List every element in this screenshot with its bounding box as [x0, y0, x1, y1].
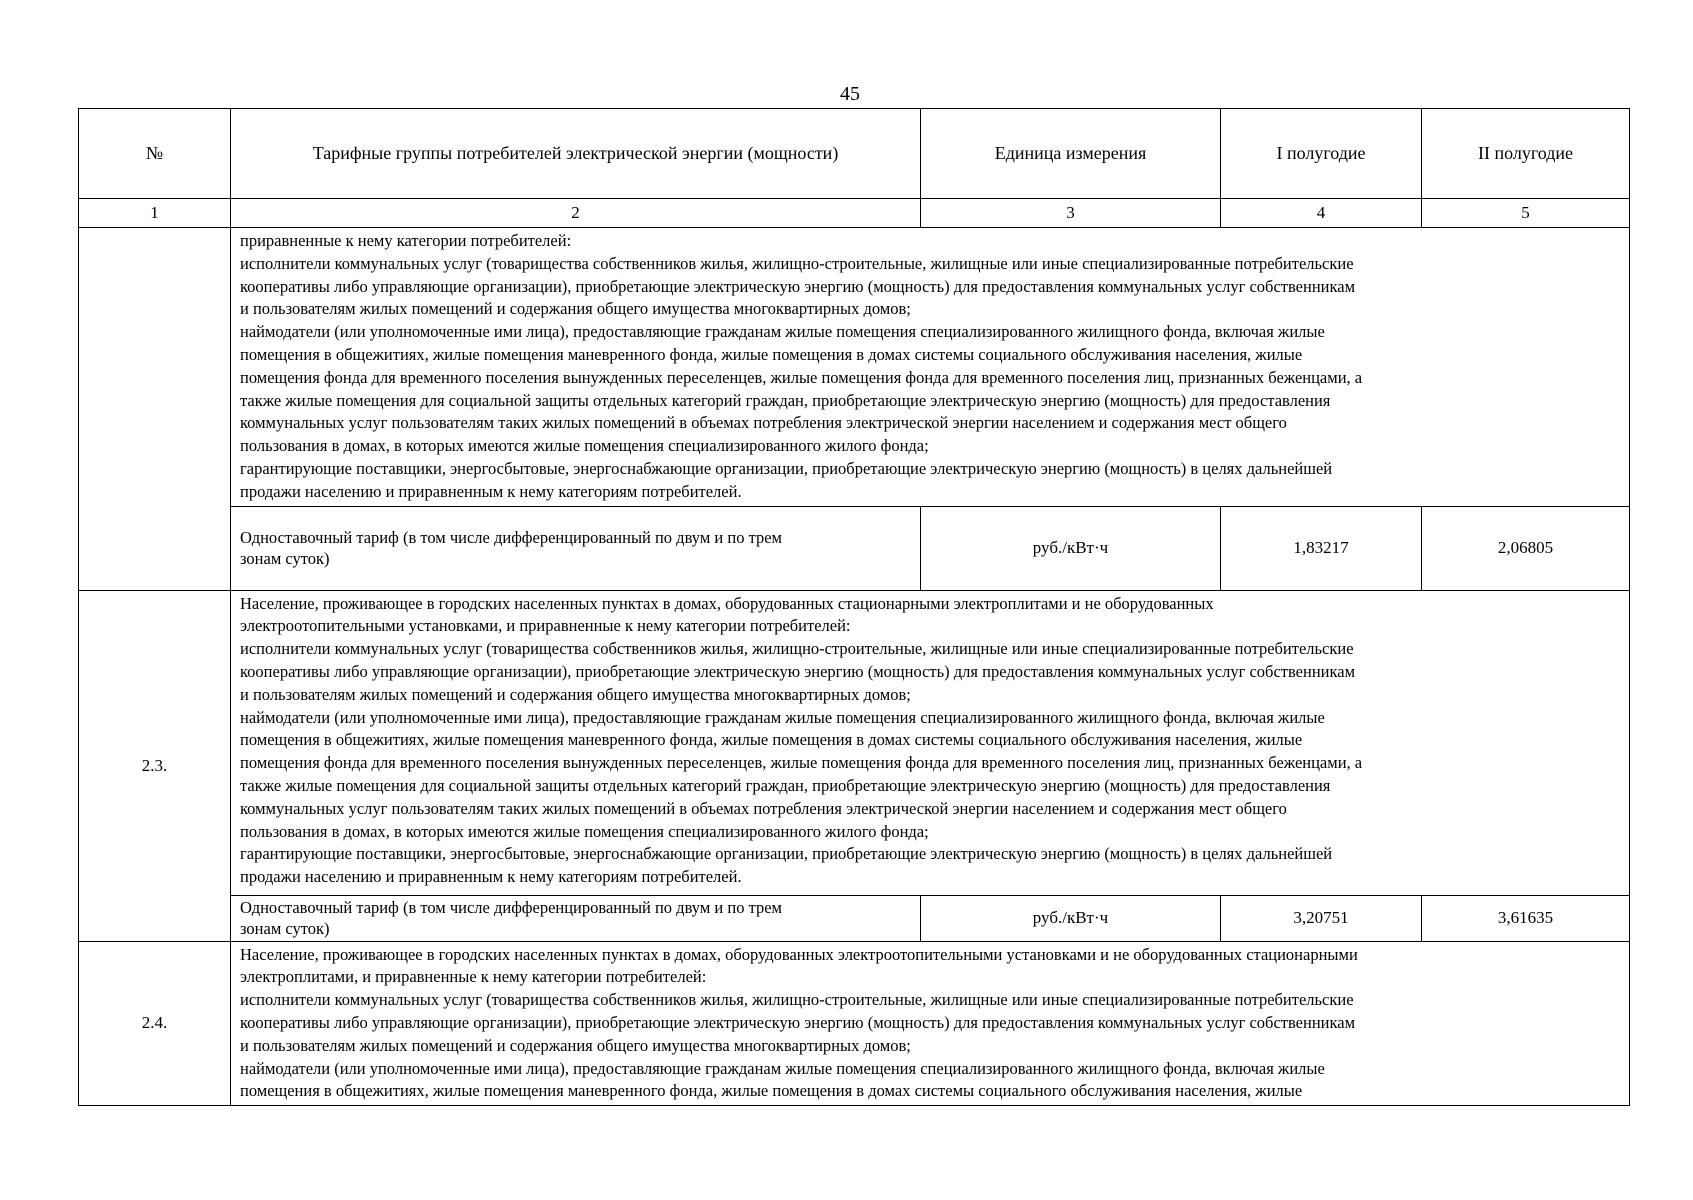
- description-line: электроотопительными установками, и приравненные к нему категории потребителей:: [240, 616, 851, 636]
- row-2-4-description: [231, 941, 1630, 1106]
- tariff-name-line: Одноставочный тариф (в том числе дифференцированный по двум и по трем: [240, 528, 782, 548]
- header-row: [79, 109, 1630, 199]
- description-line: помещения в общежитиях, жилые помещения маневренного фонда, жилые помещения в домах системы социального обслуживания населения, жилые: [240, 344, 1303, 364]
- column-number-1: 1: [79, 199, 231, 228]
- tariff-second-half: 2,06805: [1422, 506, 1630, 590]
- tariff-second-half: 3,61635: [1422, 895, 1630, 941]
- description-line: продажи населению и приравненным к нему категориям потребителей.: [240, 867, 742, 887]
- description-line: и пользователям жилых помещений и содержания общего имущества многоквартирных домов;: [240, 684, 911, 704]
- description-line: наймодатели (или уполномоченные ими лица), предоставляющие гражданам жилые помещения специализированного жилищного фонда, включая жилые: [240, 322, 1325, 342]
- table-row: [79, 590, 1630, 895]
- description-line: пользования в домах, в которых имеются жилые помещения специализированного жилого фонда;: [240, 821, 929, 841]
- description-line: электроплитами, и приравненные к нему категории потребителей:: [240, 967, 707, 987]
- header-number: №: [79, 109, 231, 199]
- description-line: пользования в домах, в которых имеются жилые помещения специализированного жилого фонда;: [240, 436, 929, 456]
- tariff-name-line: зонам суток): [240, 549, 330, 569]
- table-row: [79, 941, 1630, 1106]
- column-numbers-row: [79, 199, 1630, 228]
- tariff-row: [79, 506, 1630, 590]
- description-line: наймодатели (или уполномоченные ими лица), предоставляющие гражданам жилые помещения специализированного жилищного фонда, включая жилые: [240, 1058, 1325, 1078]
- column-number-4: 4: [1221, 199, 1422, 228]
- tariff-row: [79, 895, 1630, 941]
- page-number: 45: [840, 83, 860, 105]
- tariff-table: [78, 108, 1630, 1106]
- tariff-name: [231, 895, 921, 941]
- tariff-name-line: зонам суток): [240, 919, 330, 939]
- tariff-name-line: Одноставочный тариф (в том числе дифференцированный по двум и по трем: [240, 898, 782, 918]
- description-line: гарантирующие поставщики, энергосбытовые, энергоснабжающие организации, приобретающие электрическую энергию (мощность) в целях дальнейшей: [240, 844, 1333, 864]
- description-line: исполнители коммунальных услуг (товарищества собственников жилья, жилищно-строительные, жилищные или иные специализированные потребительские: [240, 253, 1354, 273]
- description-line: кооперативы либо управляющие организации), приобретающие электрическую энергию (мощность) для предоставления коммунальных услуг собственникам: [240, 276, 1356, 296]
- tariff-name: [231, 506, 921, 590]
- header-unit: Единица измерения: [921, 109, 1221, 199]
- description-line: наймодатели (или уполномоченные ими лица), предоставляющие гражданам жилые помещения специализированного жилищного фонда, включая жилые: [240, 707, 1325, 727]
- description-line: помещения в общежитиях, жилые помещения маневренного фонда, жилые помещения в домах системы социального обслуживания населения, жилые: [240, 730, 1303, 750]
- header-first-half: I полугодие: [1221, 109, 1422, 199]
- description-line: помещения в общежитиях, жилые помещения маневренного фонда, жилые помещения в домах системы социального обслуживания населения, жилые: [240, 1081, 1303, 1101]
- description-line: коммунальных услуг пользователям таких жилых помещений в объемах потребления электрической энергии населением и содержания мест общего: [240, 413, 1287, 433]
- description-line: кооперативы либо управляющие организации), приобретающие электрическую энергию (мощность) для предоставления коммунальных услуг собственникам: [240, 1012, 1356, 1032]
- description-line: помещения фонда для временного поселения вынужденных переселенцев, жилые помещения фонда для временного поселения лиц, признанных беженцами, а: [240, 753, 1363, 773]
- tariff-unit: руб./кВт·ч: [921, 895, 1221, 941]
- description-line: кооперативы либо управляющие организации), приобретающие электрическую энергию (мощность) для предоставления коммунальных услуг собственникам: [240, 661, 1356, 681]
- header-tariff-groups: Тарифные группы потребителей электрической энергии (мощности): [231, 109, 921, 199]
- tariff-first-half: 1,83217: [1221, 506, 1422, 590]
- row-number-2-3: 2.3.: [79, 590, 231, 941]
- description-line: исполнители коммунальных услуг (товарищества собственников жилья, жилищно-строительные, жилищные или иные специализированные потребительские: [240, 990, 1354, 1010]
- description-line: коммунальных услуг пользователям таких жилых помещений в объемах потребления электрической энергии населением и содержания мест общего: [240, 798, 1287, 818]
- description-line: и пользователям жилых помещений и содержания общего имущества многоквартирных домов;: [240, 1035, 911, 1055]
- row-number-2-4: 2.4.: [79, 941, 231, 1106]
- continuation-description: [231, 228, 1630, 507]
- tariff-first-half: 3,20751: [1221, 895, 1422, 941]
- tariff-unit: руб./кВт·ч: [921, 506, 1221, 590]
- description-line: также жилые помещения для социальной защиты отдельных категорий граждан, приобретающие электрическую энергию (мощность) для предоставления: [240, 390, 1331, 410]
- description-line: гарантирующие поставщики, энергосбытовые, энергоснабжающие организации, приобретающие электрическую энергию (мощность) в целях дальнейшей: [240, 458, 1333, 478]
- column-number-3: 3: [921, 199, 1221, 228]
- column-number-5: 5: [1422, 199, 1630, 228]
- description-line: помещения фонда для временного поселения вынужденных переселенцев, жилые помещения фонда для временного поселения лиц, признанных беженцами, а: [240, 367, 1363, 387]
- description-line: приравненные к нему категории потребителей:: [240, 231, 572, 250]
- column-number-2: 2: [231, 199, 921, 228]
- description-line: и пользователям жилых помещений и содержания общего имущества многоквартирных домов;: [240, 299, 911, 319]
- description-line: исполнители коммунальных услуг (товарищества собственников жилья, жилищно-строительные, жилищные или иные специализированные потребительские: [240, 639, 1354, 659]
- description-line: Население, проживающее в городских населенных пунктах в домах, оборудованных стационарными электроплитами и не оборудованных: [240, 593, 1214, 613]
- description-line: продажи населению и приравненным к нему категориям потребителей.: [240, 481, 742, 501]
- description-line: Население, проживающее в городских населенных пунктах в домах, оборудованных электроотопительными установками и не оборудованных стационарными: [240, 944, 1358, 964]
- continuation-number-cell: [79, 228, 231, 591]
- row-2-3-description: [231, 590, 1630, 895]
- table-row: [79, 228, 1630, 507]
- header-second-half: II полугодие: [1422, 109, 1630, 199]
- description-line: также жилые помещения для социальной защиты отдельных категорий граждан, приобретающие электрическую энергию (мощность) для предоставления: [240, 775, 1331, 795]
